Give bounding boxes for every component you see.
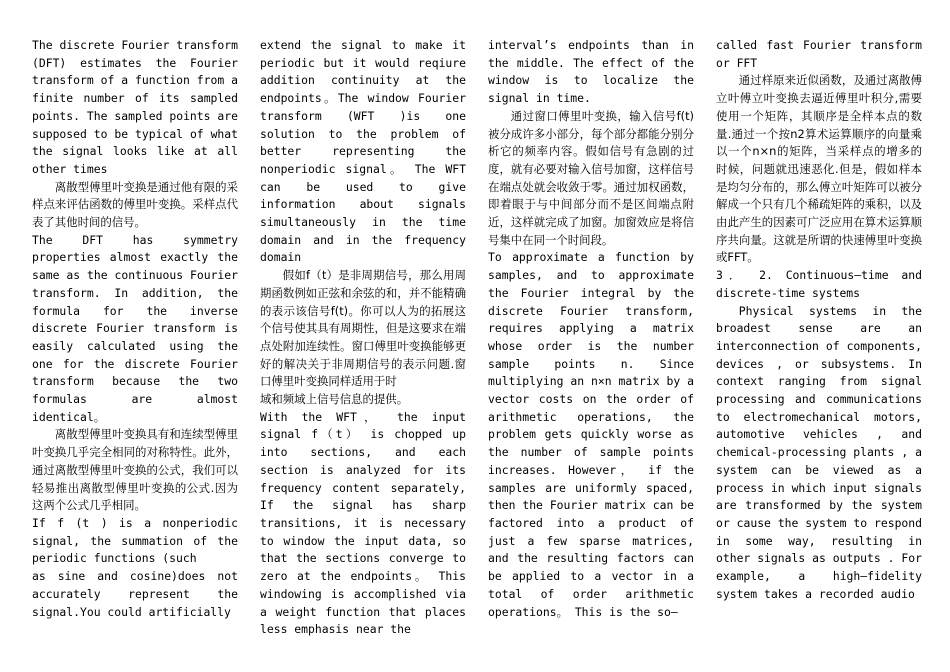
paragraph: called fast Fourier transform or FFT [716,38,922,70]
text-column [32,37,238,637]
paragraph: Physical systems in the broadest sense are an interconnection of components, devices , or subsystems. In context ranging from signal processing and communications to electromechanical motors, automotive vehicles , and chemical-processing plants , a system can be viewed as a process in which input signals are transformed by the system or cause the system to respond in some way, resulting in other signals as outputs . For example, a high—fidelity system takes a recorded audio [716,303,922,601]
paragraph: 3． 2. Continuous—time and discrete-time systems [716,268,922,300]
text-column [488,37,694,637]
paragraph: To approximate a function by samples, and to approximate the Fourier integral by the discrete Fourier transform, requires applying a matrix whose order is the number sample points n. Since multiplying an n×n matrix by a vector costs on the order of arithmetic operations, the problem gets quickly worse as the number of sample points increases. However， if the samples are uniformly spaced, then the Fourier matrix can be factored into a product of just a few sparse matrices, and the resulting factors can be applied to a vector in a total of order arithmetic operations。 This is the so— [488,250,694,619]
paragraph: interval’s endpoints than in the middle. The effect of the window is to localize the signal in time. [488,38,694,106]
paragraph: The discrete Fourier transform (DFT) estimates the Fourier transform of a function from a finite number of its sampled points. The sampled points are supposed to be typical of what the signal looks like at all other times [32,38,238,176]
paragraph-chinese: 通过样原来近似函数，及通过离散傅立叶傅立叶变换去逼近傅里叶积分,需要使用一个矩阵，其顺序是全样本点的数量.通过一个按n2算术运算顺序的向量乘以一个n×n的矩阵，当采样点的增多的时候，问题就迅速恶化.但是，假如样本是均匀分布的，那么傅立叶矩阵可以被分解成一个只有几个稀疏矩阵的乘积，以及由此产生的因素可广泛应用在算术运算顺序共向量。这就是所谓的快速傅里叶变换或FFT。 [716,73,922,265]
paragraph: The DFT has symmetry properties almost exactly the same as the continuous Fourier transform. In addition, the formula for the inverse discrete Fourier transform is easily calculated using the one for the discrete Fourier transform because the two formulas are almost identical。 [32,232,238,424]
paragraph-chinese: 通过窗口傅里叶变换，输入信号f(t)被分成许多小部分，每个部分都能分别分析它的频率内容。假如信号有急剧的过度，就有必要对输入信号加窗，这样信号在端点处就会收敛于零。通过加权函数，即着眼于与中间部分而不是区间端点附近，这样就完成了加窗。加窗效应是将信号集中在同一个时间段。 [488,108,694,247]
paragraph: extend the signal to make it periodic but it would reqiure addition continuity at the endpoints。The window Fourier transform (WFT )is one solution to the problem of better representing the nonperiodic signal。 The WFT can be used to give information about signals simultaneously in the time domain and in the frequency domain [260,38,466,265]
paragraph-chinese: 离散型傅里叶变换具有和连续型傅里叶变换几乎完全相同的对称特性。此外，通过离散型傅里叶变换的公式，我们可以轻易推出离散型傅里叶变换的公式.因为这两个公式几乎相同。 [32,427,238,513]
paragraph-chinese: 域和频域上信号信息的提供。 [260,392,409,407]
text-column [260,37,466,637]
text-column [716,37,922,637]
paragraph: With the WFT， the input signal f（t） is chopped up into sections, and each section is analyzed for its frequency content separately, If the signal has sharp transitions, it is necessary to window the input data, so that the sections converge to zero at the endpoints。 This windowing is accomplished via a weight function that places less emphasis near the [260,409,466,637]
paragraph: as sine and cosine)does not accurately represent the signal.You could artificially [32,569,238,619]
paragraph-chinese: 离散型傅里叶变换是通过他有限的采样点来评估函数的傅里叶变换。采样点代表了其他时间的信号。 [32,179,238,230]
paragraph-chinese: 假如f（t）是非周期信号，那么用周期函数例如正弦和余弦的和，并不能精确的表示该信号f(t)。你可以人为的拓展这个信号使其具有周期性，但是这要求在端点处附加连续性。窗口傅里叶变换能够更好的解决关于非周期信号的表示问题.窗口傅里叶变换同样适用于时 [260,268,466,389]
paragraph: If f (t ) is a nonperiodic signal, the summation of the periodic functions (such [32,515,238,566]
